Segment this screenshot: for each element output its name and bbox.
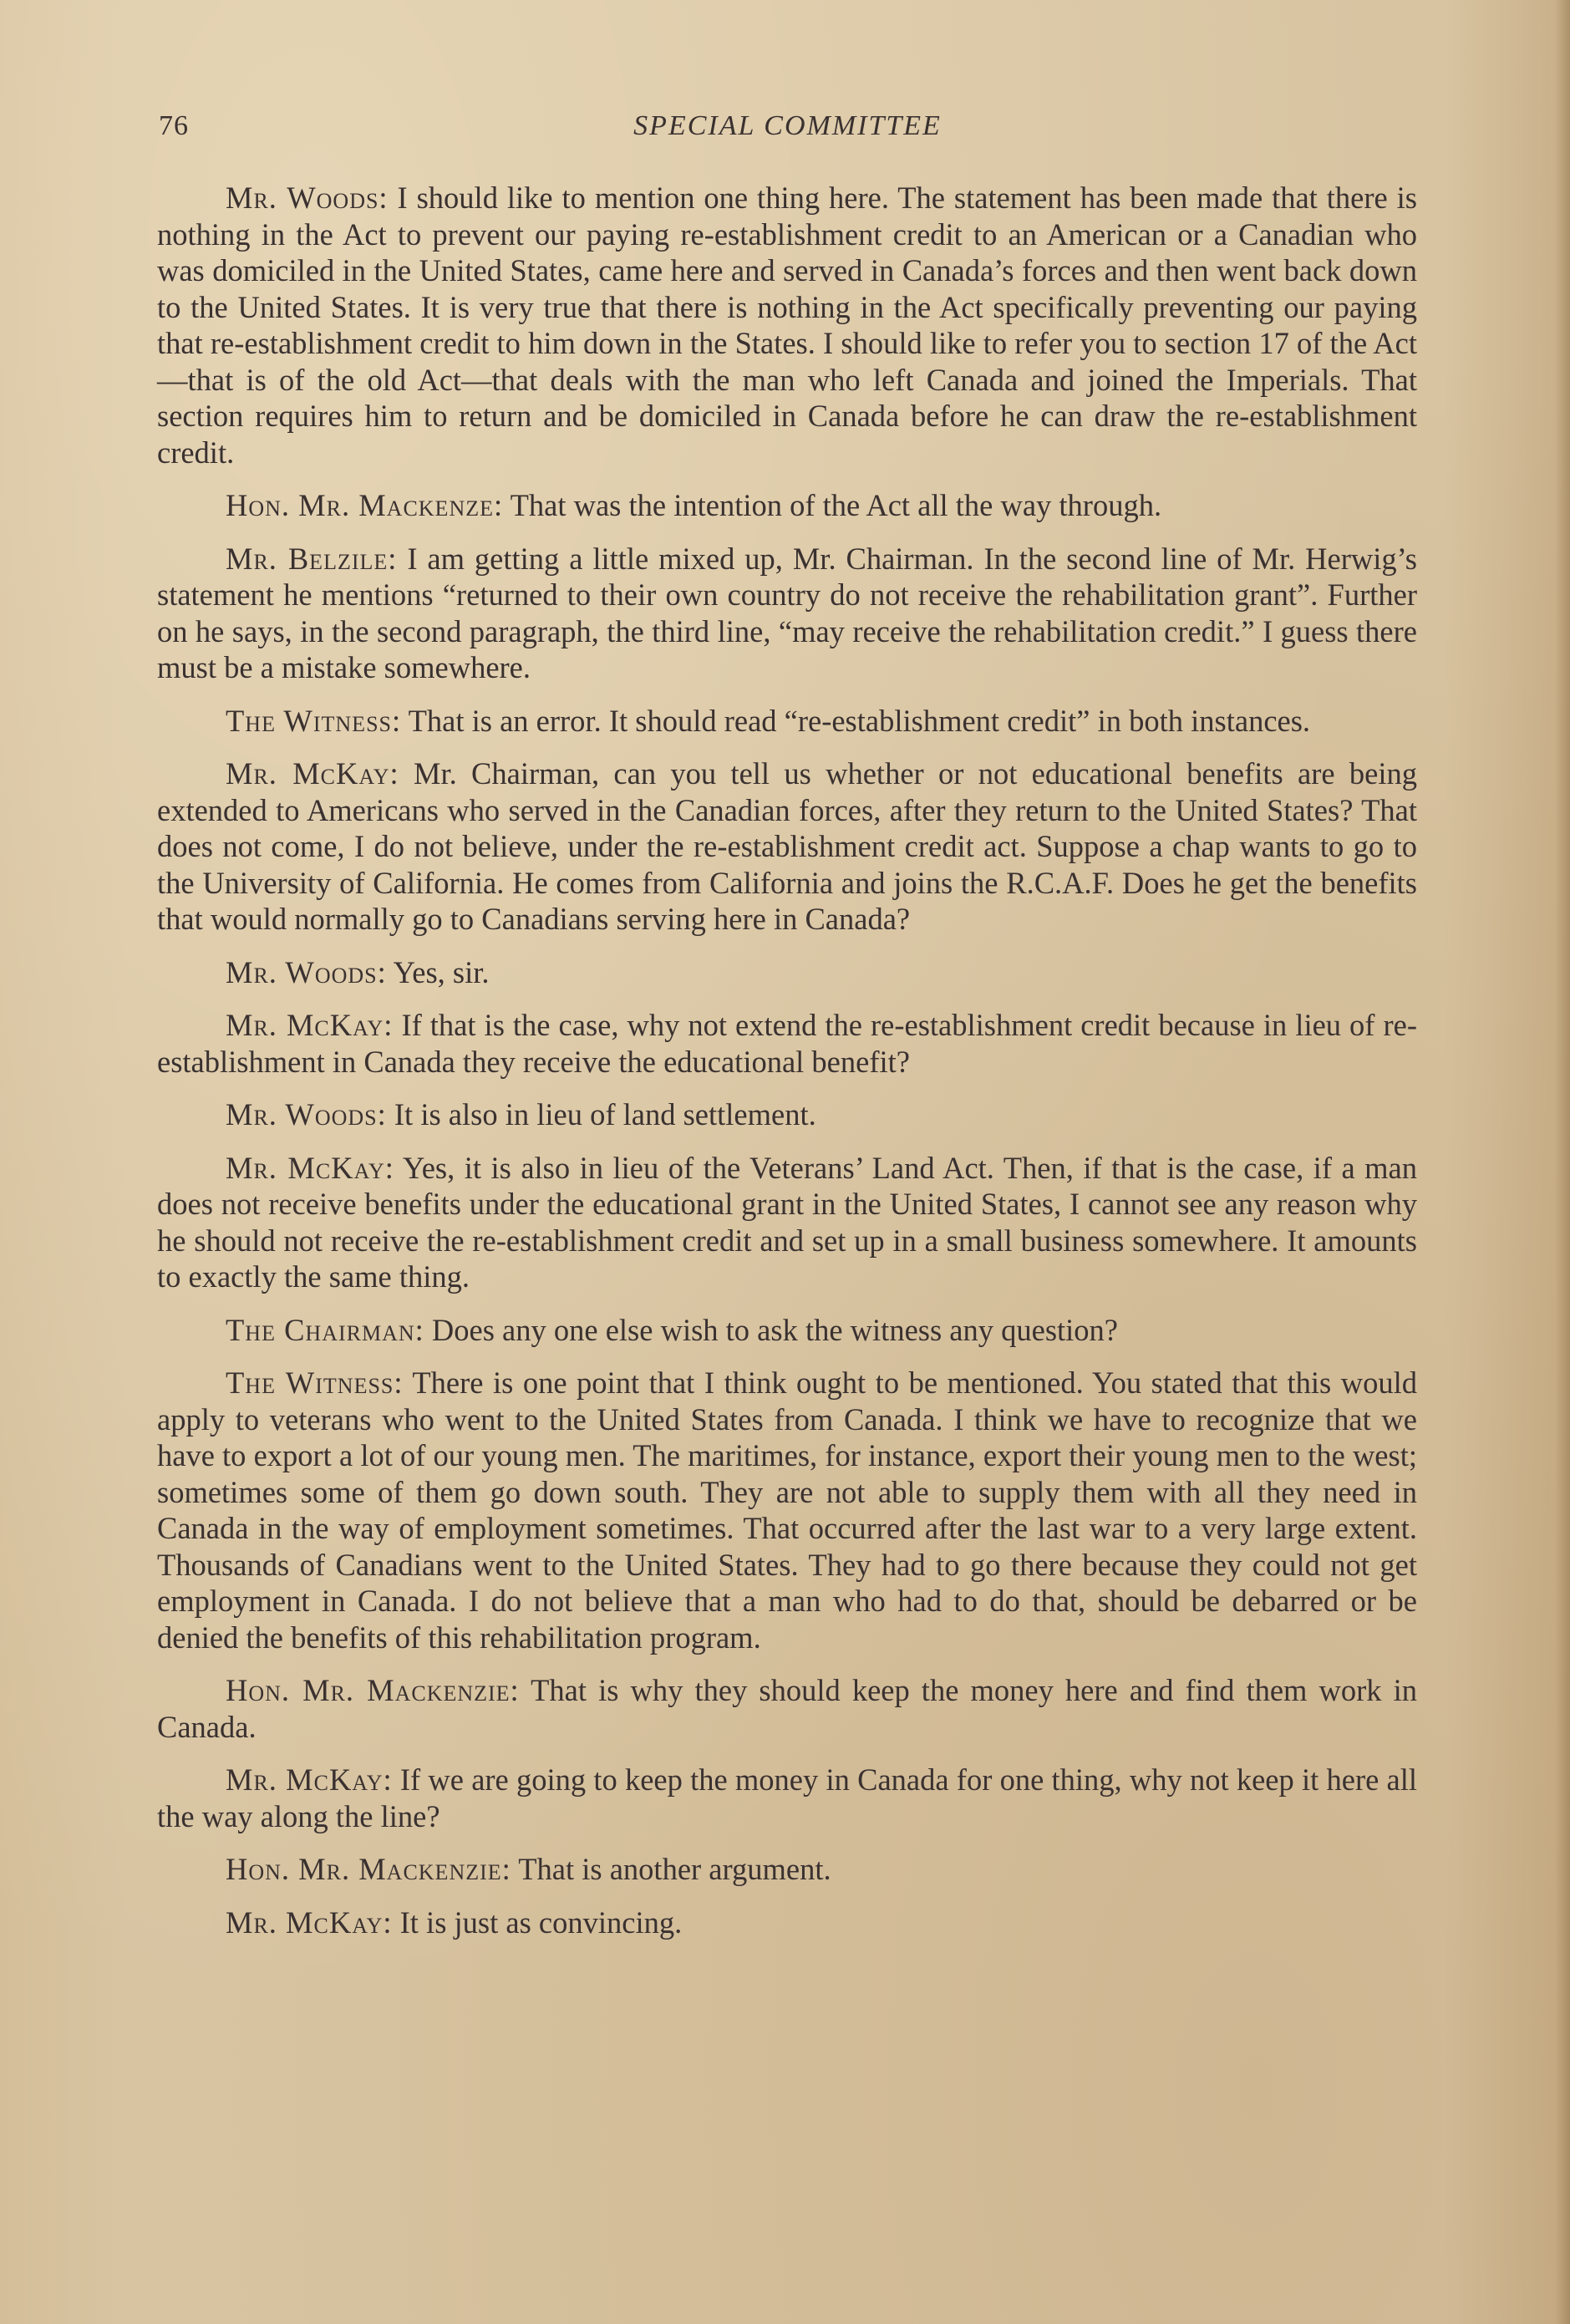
page-number: 76	[159, 110, 189, 141]
page-edge-shadow	[1555, 0, 1570, 2324]
speech-text: It is just as convincing.	[399, 1904, 683, 1940]
speech-text: It is also in lieu of land settlement.	[394, 1097, 816, 1131]
paragraph-mckay-1	[157, 755, 1417, 938]
speaker-label: Hon. Mr. Mackenzie:	[226, 1673, 520, 1707]
speech-text: If we are going to keep the money in Canada for one thing, why not keep it here all the way along the line?	[157, 1762, 1418, 1833]
speaker-label: Hon. Mr. Mackenze:	[226, 488, 504, 522]
speaker-label: Hon. Mr. Mackenzie:	[226, 1852, 511, 1886]
page-header	[159, 110, 1416, 152]
paragraph-witness-1	[157, 703, 1417, 740]
paragraph-mackenzie-2	[157, 1672, 1417, 1745]
speech-text: I should like to mention one thing here. The statement has been made that there is nothing in the Act to prevent our paying re-establishment credit to an American or a Canadian who was domiciled in the United States, came here and served in Canada’s forces and then went back down to the United States. It is very true that there is nothing in the Act specifically preventing our paying that re-establishment credit to him down in the States. I should like to refer you to section 17 of the Act—that is of the old Act—that deals with the man who left Canada and joined the Imperials. That section requires him to return and be domiciled in Canada before he can draw the re-establishment credit.	[157, 181, 1417, 470]
running-title: SPECIAL COMMITTEE	[633, 110, 942, 141]
speech-text: Mr. Chairman, can you tell us whether or not educational benefits are being extended to Americans who served in the Canadian forces, after they return to the United States? That does not come, I do not believe, under the re-establishment credit act. Suppose a chap wants to go to the University of California. He comes from California and joins the R.C.A.F. Does he get the benefits that would normally go to Canadians serving here in Canada?	[157, 756, 1417, 936]
speech-text: That is an error. It should read “re-establishment credit” in both instances.	[408, 703, 1311, 738]
speaker-label: Mr. McKay:	[226, 1008, 394, 1042]
paragraph-woods-2	[157, 954, 1417, 991]
speech-text: If that is the case, why not extend the re-establishment credit because in lieu of re-establishment in Canada they receive the educational benefit?	[157, 1008, 1418, 1079]
transcript-body	[157, 180, 1417, 1957]
paragraph-mackenzie-3	[157, 1851, 1417, 1888]
speaker-label: The Chairman:	[226, 1312, 424, 1347]
paragraph-mackenzie-1	[157, 487, 1417, 524]
paragraph-woods-1	[157, 180, 1417, 470]
paragraph-mckay-5	[157, 1904, 1417, 1941]
paragraph-belzile-1	[157, 541, 1417, 686]
speaker-label: Mr. McKay:	[226, 1150, 394, 1185]
speaker-label: Mr. McKay:	[226, 1904, 393, 1940]
speaker-label: Mr. Woods:	[226, 1097, 387, 1131]
paragraph-mckay-2	[157, 1007, 1417, 1080]
speech-text: There is one point that I think ought to be mentioned. You stated that this would apply to veterans who went to the United States from Canada. I think we have to recognize that we have to export a lot of our young men. The maritimes, for instance, export their young men to the west; sometimes some of them go down south. They are not able to supply them with all they need in Canada in the way of employment sometimes. That occurred after the last war to a very large extent. Thousands of Canadians went to the United States. They had to go there because they could not get employment in Canada. I do not believe that a man who had to do that, should be debarred or be denied the benefits of this rehabilitation program.	[157, 1365, 1417, 1655]
speaker-label: The Witness:	[226, 1365, 404, 1400]
speech-text: I am getting a little mixed up, Mr. Chairman. In the second line of Mr. Herwig’s statement he mentions “returned to their own country do not receive the rehabilitation grant”. Further on he says, in the second paragraph, the third line, “may receive the rehabilitation credit.” I guess there must be a mistake somewhere.	[157, 541, 1417, 684]
speaker-label: Mr. McKay:	[226, 1762, 393, 1797]
speaker-label: Mr. Woods:	[226, 181, 389, 215]
paragraph-mckay-3	[157, 1150, 1417, 1295]
speaker-label: Mr. Belzile:	[226, 541, 398, 576]
speech-text: Yes, sir.	[393, 954, 490, 989]
speaker-label: The Witness:	[226, 703, 402, 738]
speech-text: That is why they should keep the money here and find them work in Canada.	[157, 1673, 1418, 1744]
paragraph-witness-2	[157, 1365, 1417, 1655]
speech-text: Does any one else wish to ask the witness any question?	[431, 1312, 1119, 1347]
speaker-label: Mr. McKay:	[226, 756, 399, 791]
speaker-label: Mr. Woods:	[226, 954, 387, 989]
paragraph-chairman-1	[157, 1312, 1417, 1349]
paragraph-mckay-4	[157, 1762, 1417, 1834]
speech-text: Yes, it is also in lieu of the Veterans’ Land Act. Then, if that is the case, if a man does not receive benefits under the educational grant in the United States, I cannot see any reason why he should not receive the re-establishment credit and set up in a small business somewhere. It amounts to exactly the same thing.	[157, 1150, 1417, 1294]
paragraph-woods-3	[157, 1096, 1417, 1133]
speech-text: That is another argument.	[518, 1852, 831, 1886]
speech-text: That was the intention of the Act all the way through.	[510, 488, 1162, 522]
